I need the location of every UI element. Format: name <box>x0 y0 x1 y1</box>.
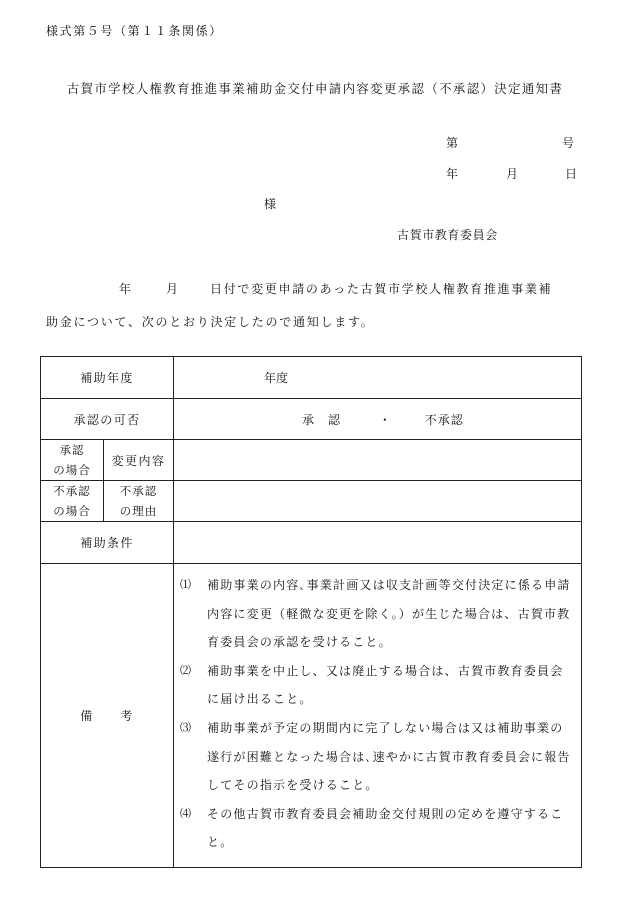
approve-option: 承 認 <box>302 412 342 427</box>
date-day-label: 日 <box>565 167 578 181</box>
remarks-list <box>174 564 581 867</box>
reject-option: 不承認 <box>424 412 464 427</box>
issuer-name: 古賀市教育委員会 <box>397 228 498 242</box>
remark-text: 補助事業の内容､事業計画又は収支計画等交付決定に係る申請内容に変更（軽微な変更を除く。）が生じた場合は、古賀市教育委員会の承認を受けること。 <box>207 578 571 650</box>
conditions-field[interactable] <box>174 522 582 564</box>
approval-options-cell <box>174 399 582 440</box>
rejection-reason-label <box>104 481 174 522</box>
rejected-case-label <box>41 481 104 522</box>
conditions-row <box>41 522 582 564</box>
remark-item <box>180 714 575 800</box>
rejection-reason-line2: の理由 <box>119 504 158 518</box>
body-month-label: 月 <box>166 282 180 296</box>
fiscal-year-label: 補助年度 <box>41 357 174 399</box>
fiscal-year-value-cell <box>174 357 582 399</box>
body-year-label: 年 <box>119 282 133 296</box>
date-year-label: 年 <box>446 167 459 181</box>
document-number-prefix: 第 <box>446 136 459 150</box>
remark-number: ⑷ <box>180 806 192 820</box>
fiscal-year-value: 年度 <box>264 371 289 385</box>
body-line1: 日付で変更申請のあった古賀市学校人権教育推進事業補 <box>210 282 553 296</box>
form-number: 様式第５号（第１１条関係） <box>46 24 223 38</box>
fiscal-year-row <box>41 357 582 399</box>
remark-item <box>180 657 575 714</box>
remark-text: 補助事業を中止し、又は廃止する場合は、古賀市教育委員会に届け出ること。 <box>207 663 564 707</box>
approval-label: 承認の可否 <box>41 399 174 440</box>
approval-row <box>41 399 582 440</box>
remarks-row <box>41 564 582 868</box>
change-content-field[interactable] <box>174 440 582 481</box>
remark-text: 補助事業が予定の期間内に完了しない場合は又は補助事業の遂行が困難となった場合は､速やかに古賀市教育委員会に報告してその指示を受けること。 <box>207 720 571 793</box>
body-line2: 助金について、次のとおり決定したので通知します。 <box>46 315 375 329</box>
addressee-honorific: 様 <box>264 197 277 211</box>
change-content-label: 変更内容 <box>104 440 174 481</box>
conditions-label: 補助条件 <box>41 522 174 564</box>
rejected-reason-row <box>41 481 582 522</box>
document-title: 古賀市学校人権教育推進事業補助金交付申請内容変更承認（不承認）決定通知書 <box>66 81 564 96</box>
rejected-case-line1: 不承認 <box>53 484 91 498</box>
approved-case-label <box>41 440 104 481</box>
approved-case-line2: の場合 <box>53 463 91 477</box>
rejection-reason-line1: 不承認 <box>119 484 158 498</box>
approved-change-row <box>41 440 582 481</box>
rejected-case-line2: の場合 <box>53 504 91 518</box>
option-separator: ・ <box>378 412 391 427</box>
date-month-label: 月 <box>506 167 519 181</box>
approved-case-line1: 承認 <box>59 443 85 457</box>
remarks-cell <box>174 564 582 868</box>
remark-item <box>180 571 575 657</box>
remark-number: ⑶ <box>180 720 192 734</box>
decision-table <box>40 356 582 868</box>
remark-item <box>180 800 575 857</box>
remark-text: その他古賀市教育委員会補助金交付規則の定めを遵守すること。 <box>207 806 564 850</box>
remarks-label: 備 考 <box>41 564 174 868</box>
rejection-reason-field[interactable] <box>174 481 582 522</box>
remark-number: ⑵ <box>180 663 192 677</box>
remark-number: ⑴ <box>180 578 192 591</box>
document-number-suffix: 号 <box>562 136 575 150</box>
